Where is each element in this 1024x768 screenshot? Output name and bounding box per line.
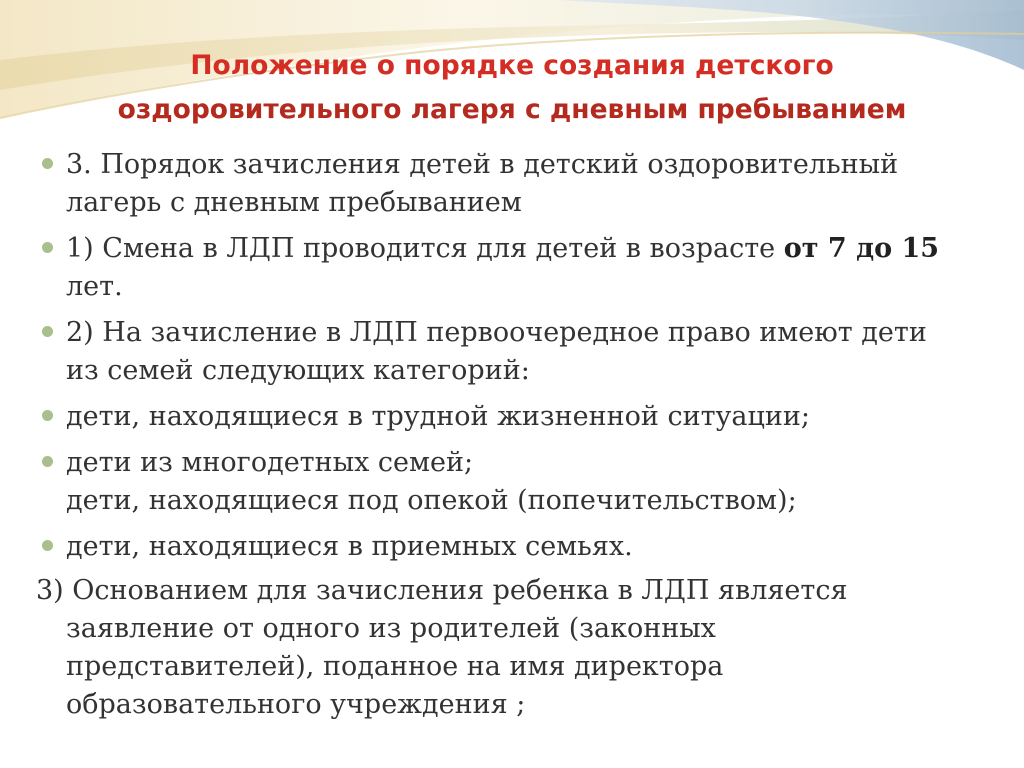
bullet-item-priority-right (36, 314, 996, 390)
slide-title-line-1: Положение о порядке создания детского (190, 50, 834, 81)
bullet-item-enrollment-order (36, 146, 996, 222)
paragraph-text-line: образовательного учреждения ; (66, 689, 526, 720)
bullet-dot-icon (42, 158, 53, 169)
paragraph-text-line: 3) Основанием для зачисления ребенка в ЛДП является (36, 575, 848, 606)
bullet-text-line: дети, находящиеся в трудной жизненной ситуации; (66, 401, 810, 432)
bullet-text-line: лет. (66, 271, 123, 302)
closing-paragraph (36, 572, 996, 724)
age-range-highlight: от 7 до 15 (783, 233, 940, 264)
bullet-item-age-range (36, 230, 996, 306)
bullet-text-line: лагерь с дневным пребыванием (66, 187, 522, 218)
paragraph-text-line: заявление от одного из родителей (законных (66, 613, 716, 644)
bullet-dot-icon (42, 326, 53, 337)
bullet-item-large-families (36, 444, 996, 520)
bullet-text-line: 2) На зачисление в ЛДП первоочередное право имеют дети (66, 317, 927, 348)
bullet-item-foster-families (36, 528, 996, 566)
slide-content (36, 146, 996, 724)
bullet-text-segment: 1) Смена в ЛДП проводится для детей в возрасте (66, 233, 784, 264)
bullet-dot-icon (42, 456, 53, 467)
slide-title (40, 44, 984, 132)
paragraph-text-line: представителей), поданное на имя директора (66, 651, 724, 682)
bullet-dot-icon (42, 410, 53, 421)
bullet-dot-icon (42, 540, 53, 551)
bullet-item-difficult-situation (36, 398, 996, 436)
bullet-text-line: дети, находящиеся под опекой (попечительством); (66, 485, 797, 516)
bullet-dot-icon (42, 242, 53, 253)
bullet-text-line: дети, находящиеся в приемных семьях. (66, 531, 633, 562)
bullet-text-line: из семей следующих категорий: (66, 355, 530, 386)
bullet-text-line (66, 230, 996, 268)
bullet-text-line: дети из многодетных семей; (66, 447, 474, 478)
bullet-text-line: 3. Порядок зачисления детей в детский оздоровительный (66, 149, 899, 180)
slide-title-line-2: оздоровительного лагеря с дневным пребыванием (117, 94, 907, 125)
